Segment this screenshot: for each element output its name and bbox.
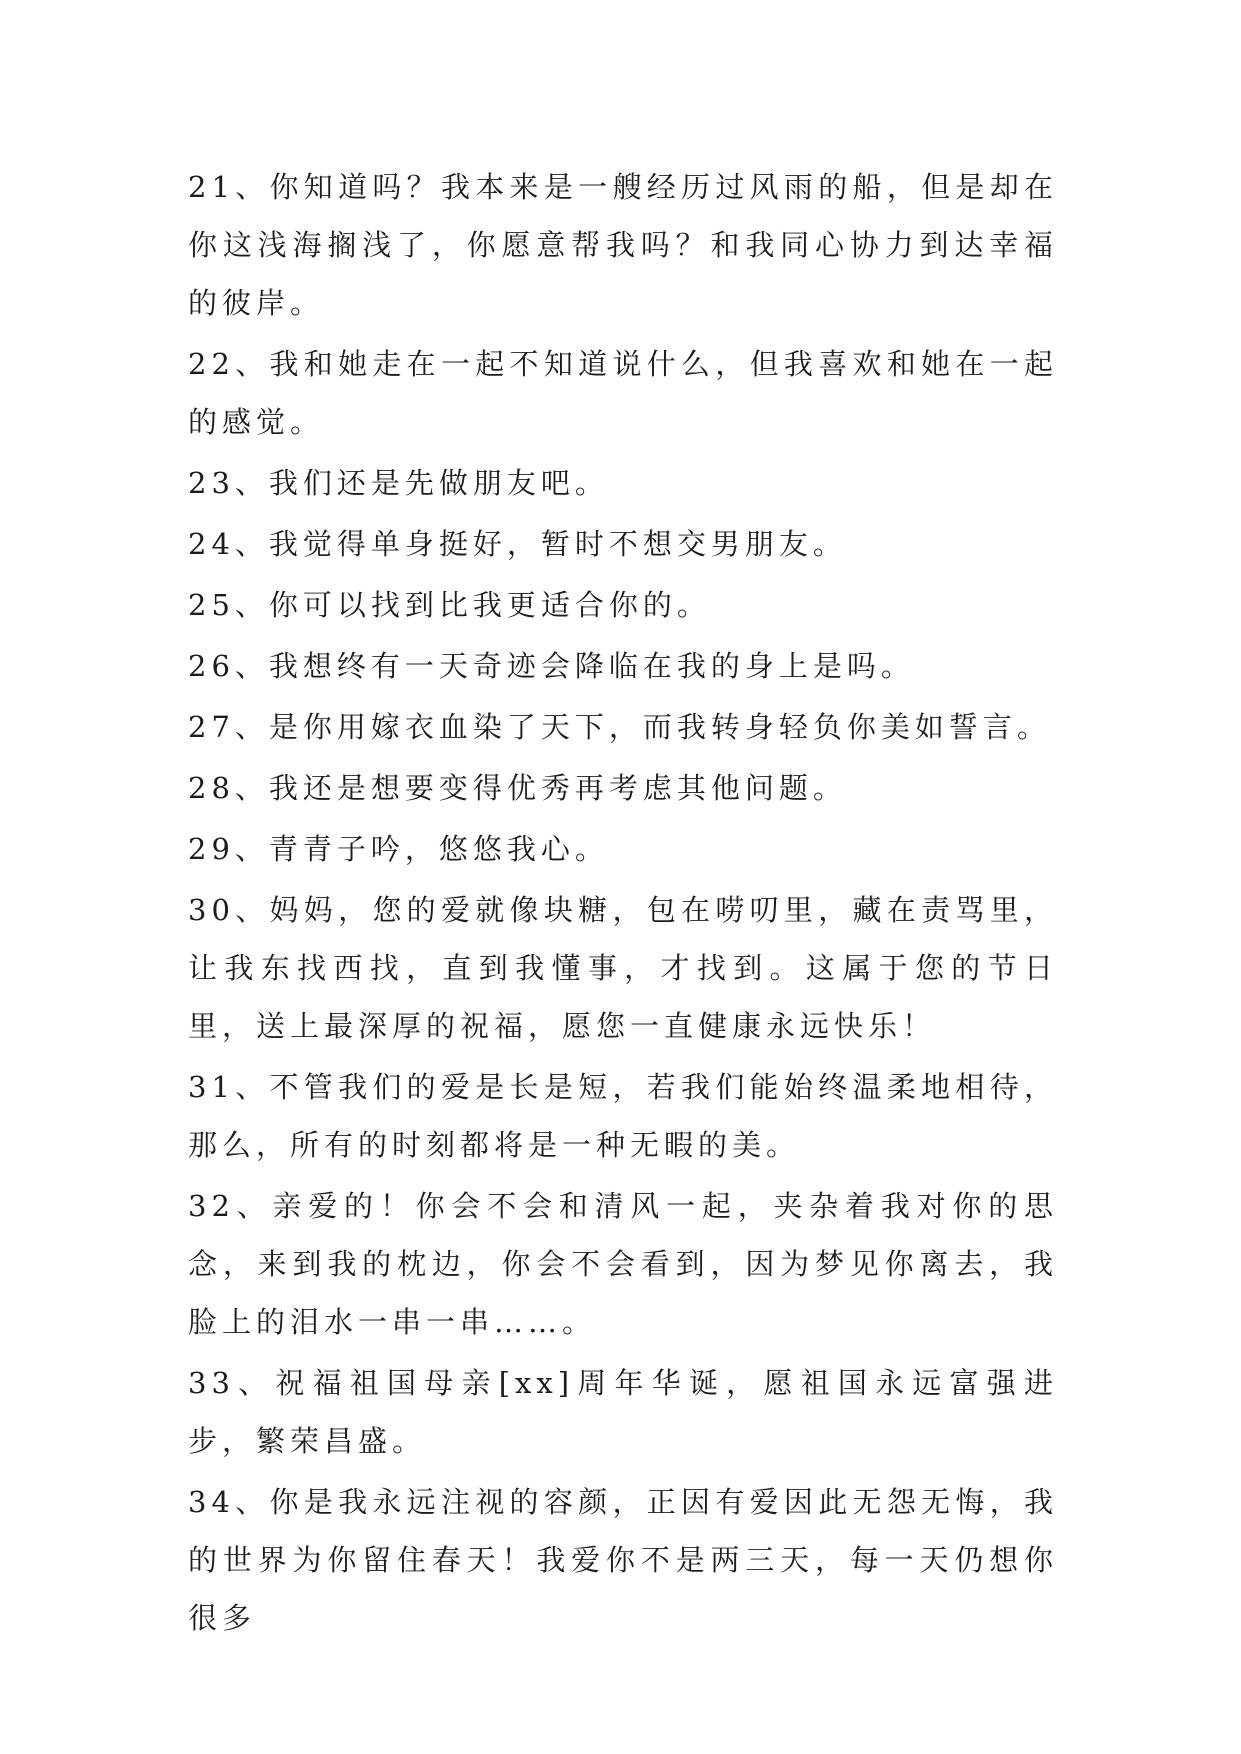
paragraph-30: 30、妈妈，您的爱就像块糖，包在唠叨里，藏在责骂里，让我东找西找，直到我懂事，才找到。这属于您的节日里，送上最深厚的祝福，愿您一直健康永远快乐！ — [188, 893, 1058, 1043]
paragraph-22: 22、我和她走在一起不知道说什么，但我喜欢和她在一起的感觉。 — [188, 347, 1058, 439]
paragraph-25: 25、你可以找到比我更适合你的。 — [188, 588, 711, 622]
paragraph-23: 23、我们还是先做朋友吧。 — [188, 466, 609, 500]
paragraph-31: 31、不管我们的爱是长是短，若我们能始终温柔地相待，那么，所有的时刻都将是一种无暇的美。 — [188, 1070, 1058, 1162]
paragraph-34: 34、你是我永远注视的容颜，正因有爱因此无怨无悔，我的世界为你留住春天！我爱你不是两三天，每一天仍想你很多 — [188, 1485, 1058, 1635]
paragraph-26: 26、我想终有一天奇迹会降临在我的身上是吗。 — [188, 649, 915, 683]
paragraph-27: 27、是你用嫁衣血染了天下，而我转身轻负你美如誓言。 — [188, 710, 1051, 744]
document-body — [188, 158, 1058, 1650]
paragraph-29: 29、青青子吟，悠悠我心。 — [188, 832, 609, 866]
paragraph-33: 33、祝福祖国母亲[xx]周年华诞，愿祖国永远富强进步，繁荣昌盛。 — [188, 1366, 1058, 1458]
paragraph-28: 28、我还是想要变得优秀再考虑其他问题。 — [188, 771, 847, 805]
paragraph-32: 32、亲爱的！你会不会和清风一起，夹杂着我对你的思念，来到我的枕边，你会不会看到，因为梦见你离去，我脸上的泪水一串一串……。 — [188, 1189, 1058, 1339]
paragraph-21: 21、你知道吗？我本来是一艘经历过风雨的船，但是却在你这浅海搁浅了，你愿意帮我吗？和我同心协力到达幸福的彼岸。 — [188, 170, 1058, 320]
paragraph-24: 24、我觉得单身挺好，暂时不想交男朋友。 — [188, 527, 847, 561]
